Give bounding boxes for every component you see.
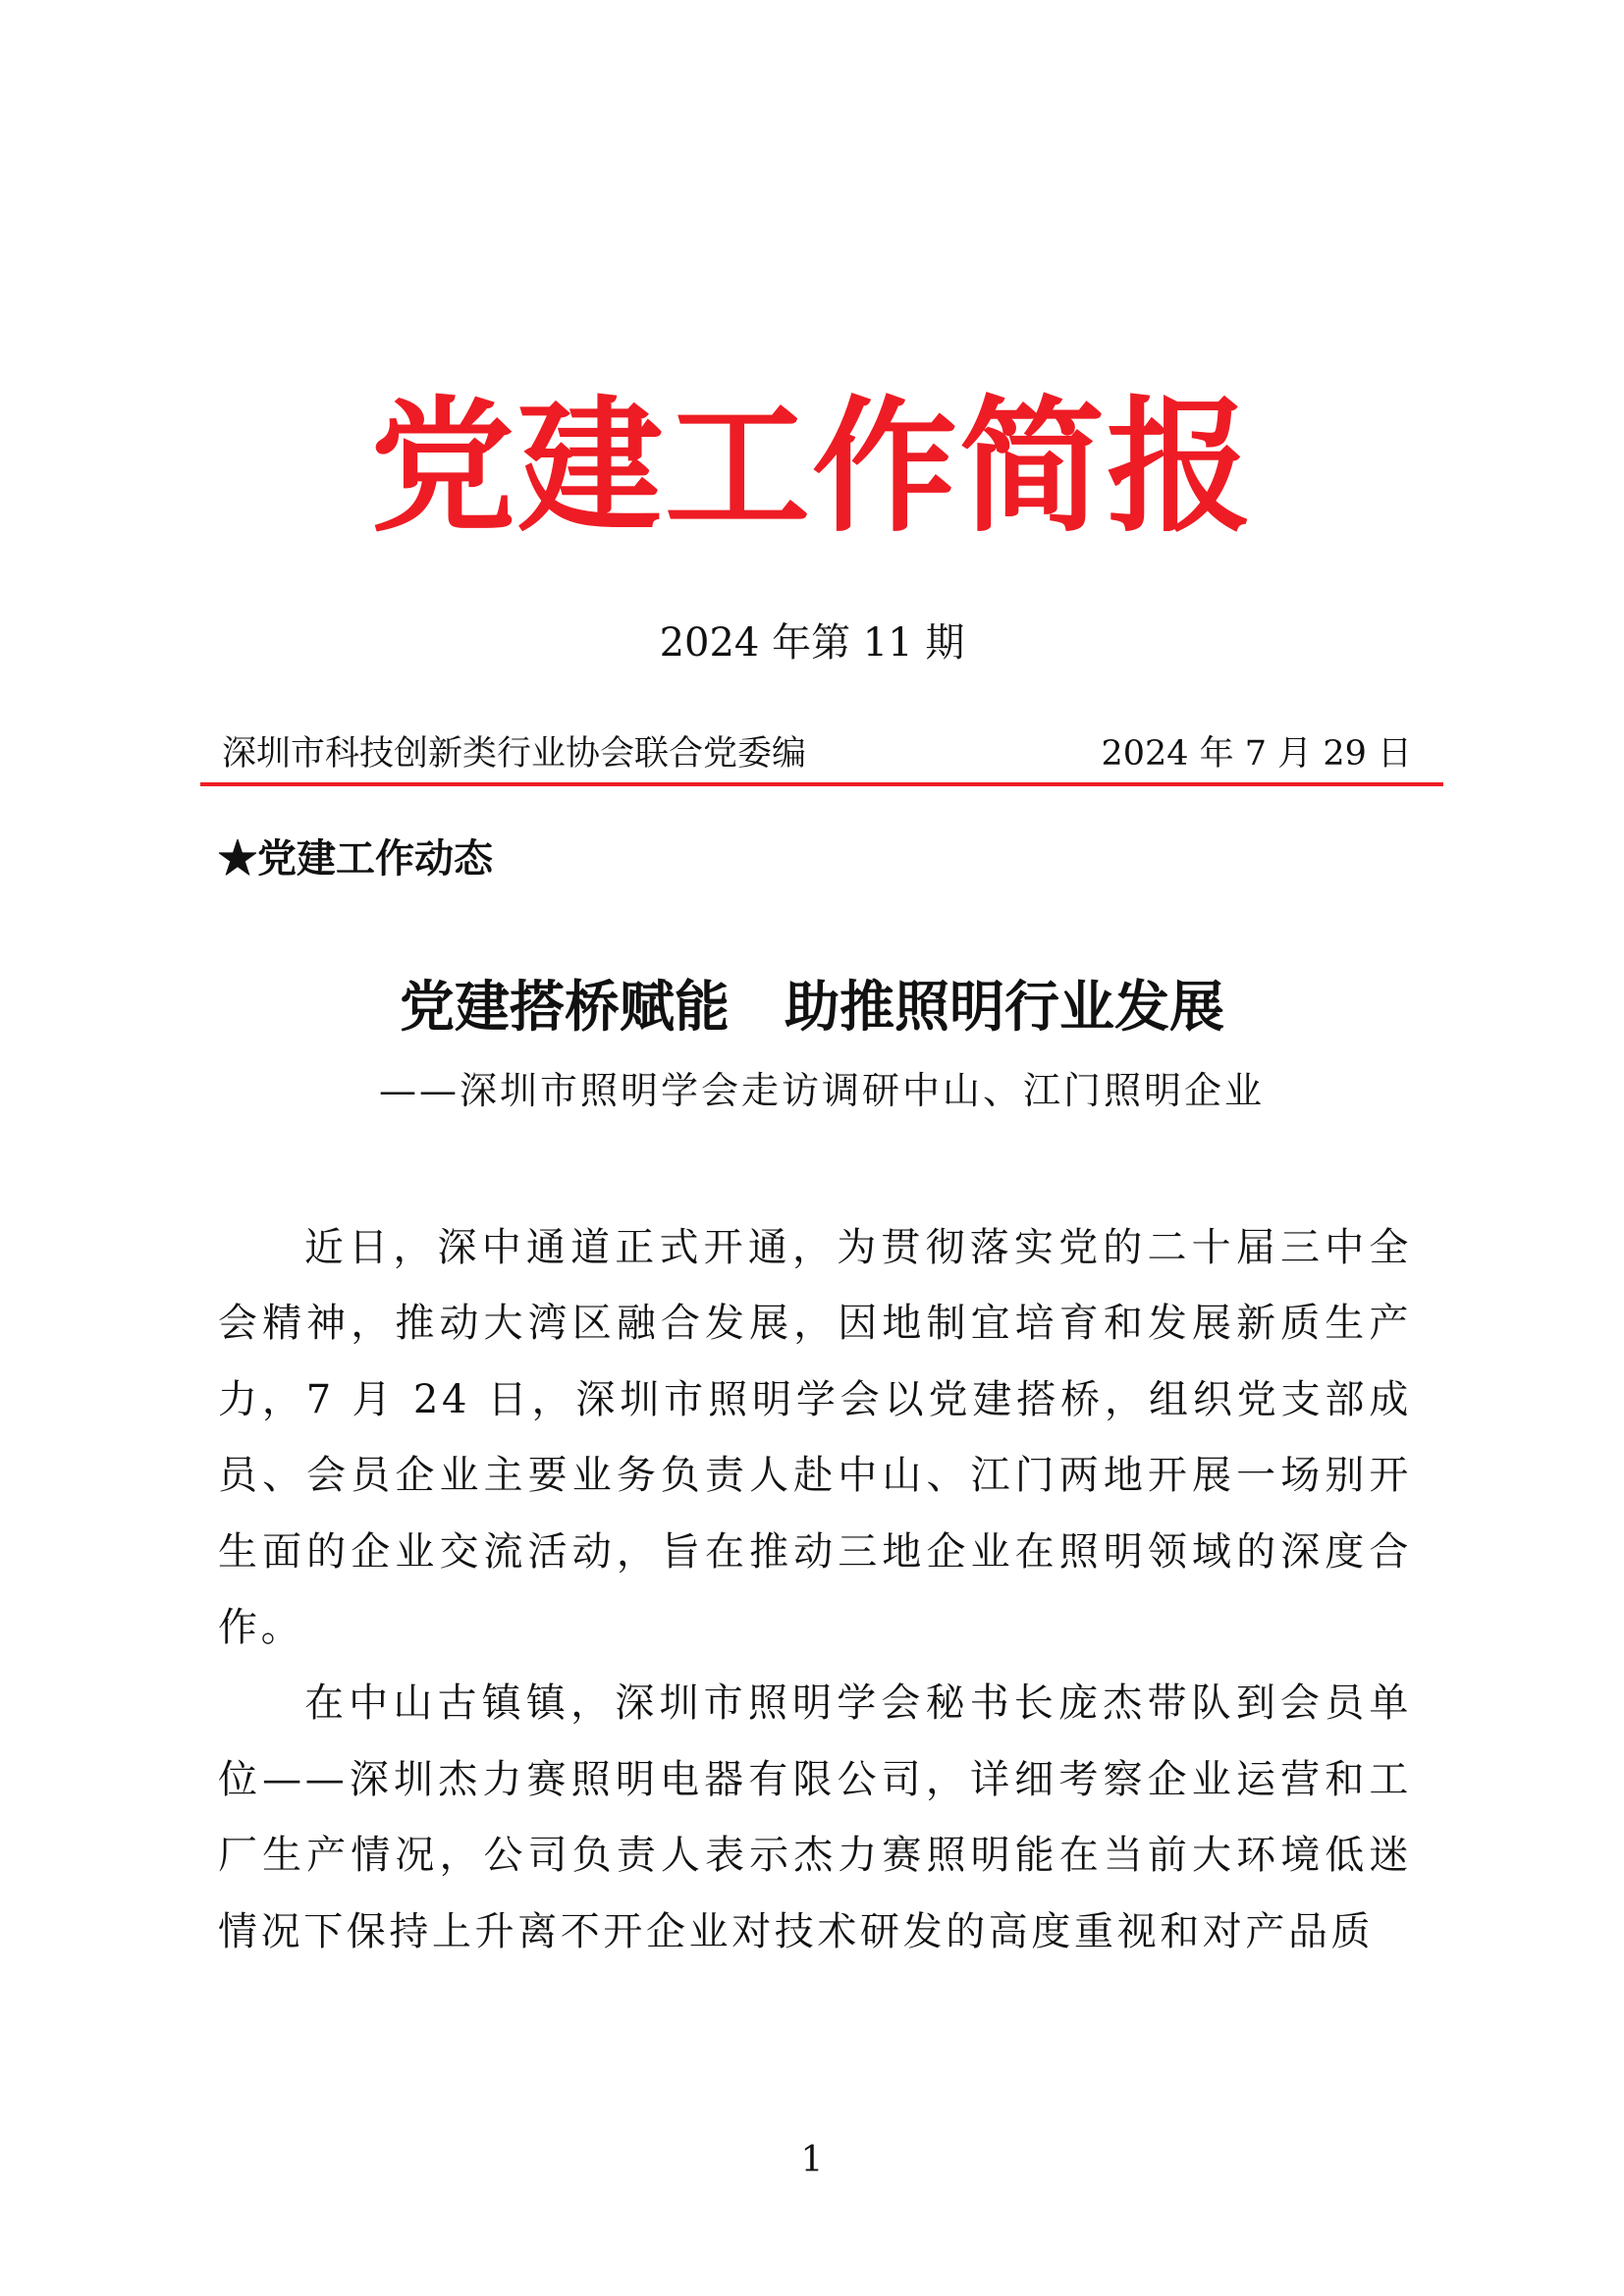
publication-meta (218, 730, 1422, 777)
issue-number: 2024 年第 11 期 (659, 620, 965, 666)
paragraph: 近日，深中通道正式开通，为贯彻落实党的二十届三中全会精神，推动大湾区融合发展，因地制宜培育和发展新质生产力，7 月 24 日，深圳市照明学会以党建搭桥，组织党支部成员、会员企业主要业务负责人赴中山、江门两地开展一场别开生面的企业交流活动，旨在推动三地企业在照明领域的深度合作。 (218, 1225, 1412, 1651)
publication-date: 2024 年 7 月 29 日 (1101, 734, 1412, 774)
header-divider (200, 782, 1443, 786)
publisher: 深圳市科技创新类行业协会联合党委编 (222, 734, 807, 774)
page-number: 1 (800, 2140, 824, 2180)
article-title: 党建搭桥赋能 助推照明行业发展 (400, 975, 1224, 1040)
article-body (218, 1210, 1412, 1970)
masthead-title: 党建工作简报 (370, 381, 1254, 552)
section-label: ★党建工作动态 (218, 835, 493, 881)
article-subtitle: ——深圳市照明学会走访调研中山、江门照明企业 (378, 1069, 1265, 1112)
paragraph: 在中山古镇镇，深圳市照明学会秘书长庞杰带队到会员单位——深圳杰力赛照明电器有限公司，详细考察企业运营和工厂生产情况，公司负责人表示杰力赛照明能在当前大环境低迷情况下保持上升离不开企业对技术研发的高度重视和对产品质 (218, 1681, 1412, 1954)
